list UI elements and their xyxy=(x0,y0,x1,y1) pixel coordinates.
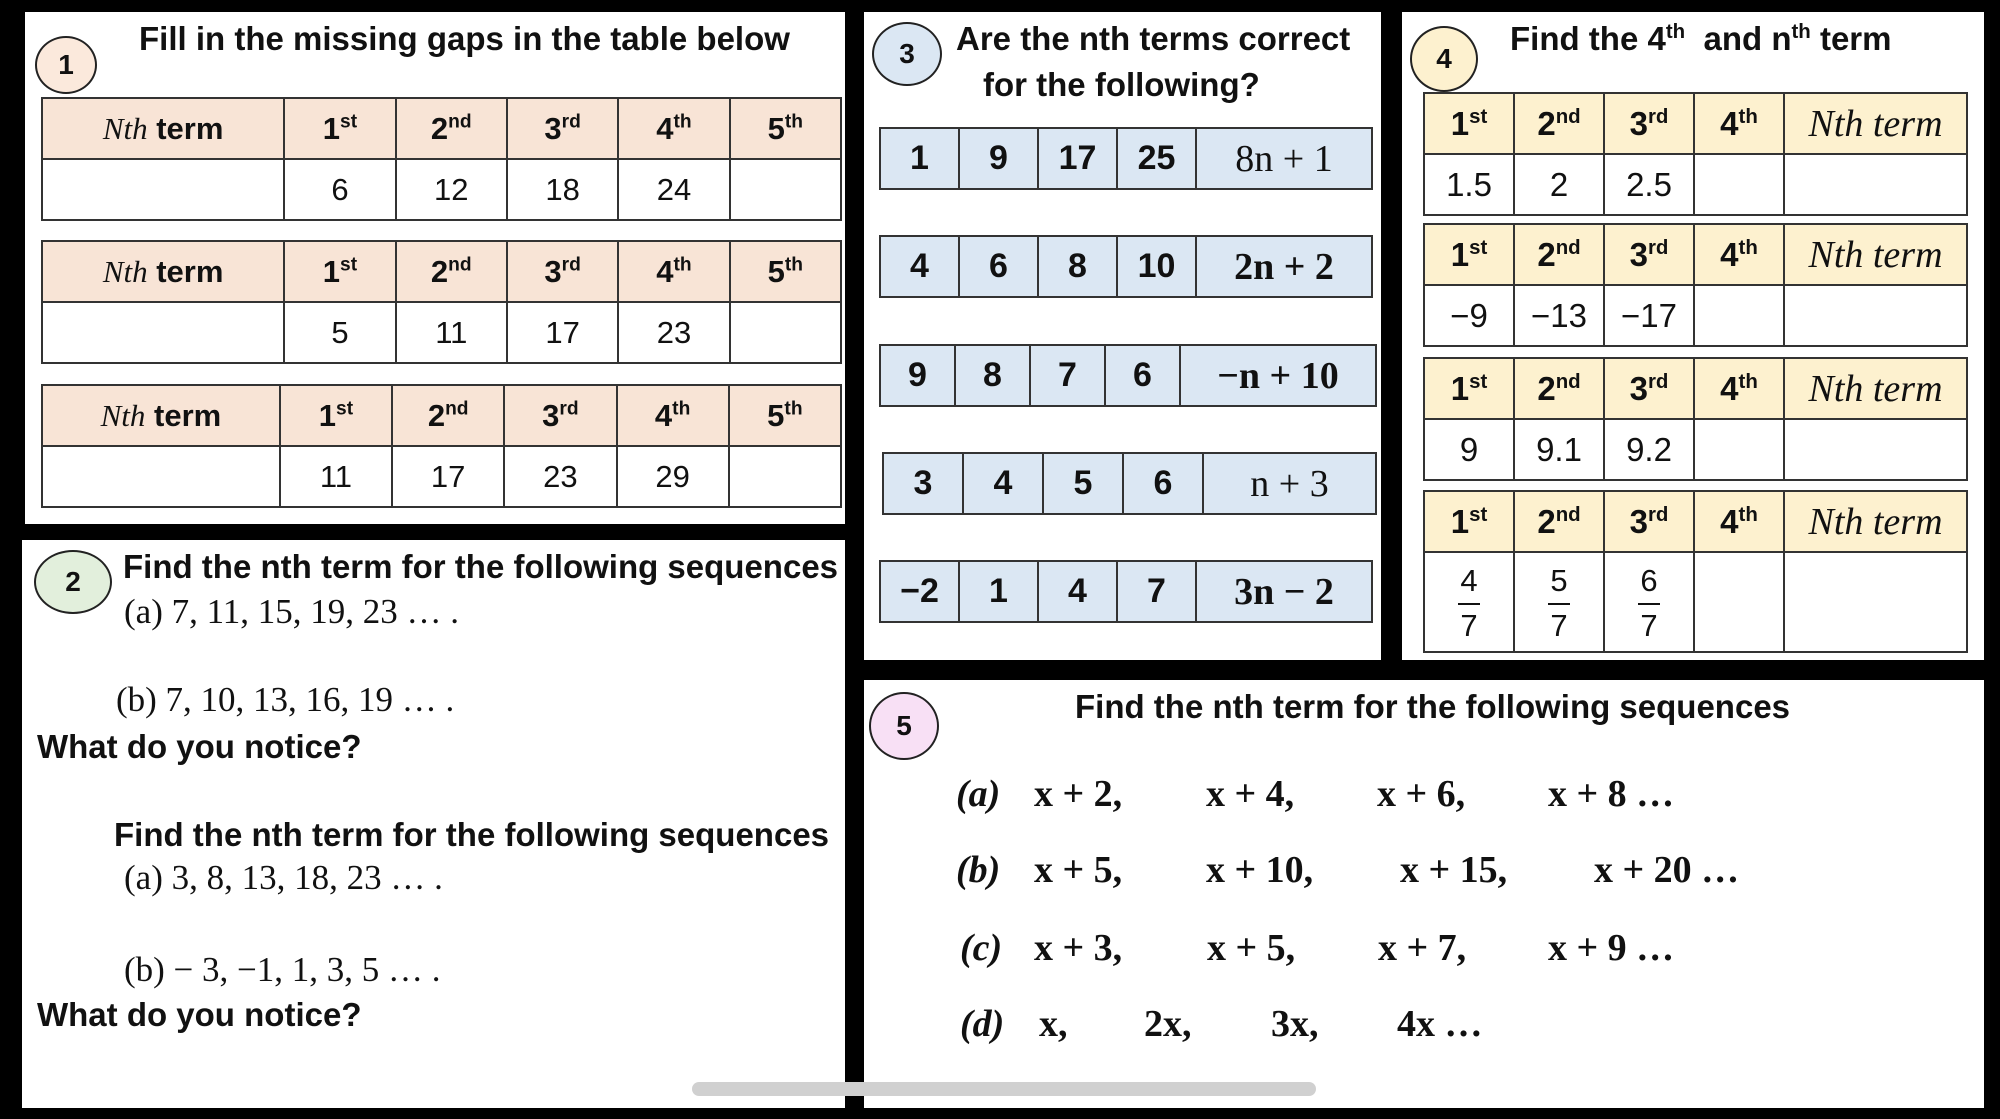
q1-table-1-header-label: Nth term xyxy=(42,98,284,159)
sequence-term: x + 6, xyxy=(1377,773,1466,815)
question-1-panel xyxy=(25,12,845,524)
table-cell: 7 xyxy=(1030,345,1105,406)
q3-row-3-expression: −n + 10 xyxy=(1180,345,1376,406)
q1-header-2nd: 2nd xyxy=(396,98,507,159)
q4-header-4th: 4th xyxy=(1694,358,1784,419)
question-2-title: Find the nth term for the following sequences xyxy=(123,548,839,585)
q4-table-1-nth-answer-cell[interactable] xyxy=(1784,154,1967,215)
question-4-number: 4 xyxy=(1436,43,1452,74)
sequence-term: 2x, xyxy=(1144,1003,1192,1045)
q1-header-4th: 4th xyxy=(618,98,729,159)
q1-table-2-header-label: Nth term xyxy=(42,241,284,302)
q1-table-2 xyxy=(41,240,842,364)
table-cell: 9.1 xyxy=(1514,419,1604,480)
q1-header-2nd: 2nd xyxy=(396,241,507,302)
table-cell: 24 xyxy=(618,159,729,220)
q1-header-1st: 1st xyxy=(280,385,392,446)
q3-row-1 xyxy=(879,127,1373,190)
question-2-number: 2 xyxy=(65,566,81,597)
sequence-term: x + 4, xyxy=(1206,773,1295,815)
q4-table-1-4th-answer-cell[interactable] xyxy=(1694,154,1784,215)
q4-table-4-nth-answer-cell[interactable] xyxy=(1784,552,1967,652)
question-2-number-badge xyxy=(34,550,112,614)
question-2-panel xyxy=(22,540,845,1108)
question-2-notice-prompt: What do you notice? xyxy=(37,728,362,765)
q1-table-2-5th-answer-cell[interactable] xyxy=(730,302,841,363)
q4-header-nth-term: Nth term xyxy=(1784,491,1967,552)
q3-row-2-expression: 2n + 2 xyxy=(1196,236,1372,297)
question-5-panel xyxy=(864,680,1984,1108)
q3-row-2 xyxy=(879,235,1373,298)
table-cell: −13 xyxy=(1514,285,1604,346)
q1-table-3 xyxy=(41,384,842,508)
table-cell: 23 xyxy=(618,302,729,363)
question-2-sequence-c: (a) 3, 8, 13, 18, 23 … . xyxy=(124,858,443,897)
question-5-number-badge xyxy=(869,692,939,760)
q4-header-3rd: 3rd xyxy=(1604,93,1694,154)
table-cell: 25 xyxy=(1117,128,1196,189)
q3-row-1-expression: 8n + 1 xyxy=(1196,128,1372,189)
q1-table-1-nth-answer-cell[interactable] xyxy=(42,159,284,220)
q1-header-3rd: 3rd xyxy=(504,385,616,446)
question-4-title: Find the 4th and $n^{th}$ term xyxy=(1510,20,1892,57)
q4-header-nth-term: Nth term xyxy=(1784,224,1967,285)
table-cell: −9 xyxy=(1424,285,1514,346)
table-cell: 10 xyxy=(1117,236,1196,297)
table-cell: 29 xyxy=(617,446,729,507)
question-1-title: Fill in the missing gaps in the table below xyxy=(139,20,790,57)
q4-table-1 xyxy=(1423,92,1968,216)
q1-header-3rd: 3rd xyxy=(507,241,618,302)
q3-row-4-expression: n + 3 xyxy=(1203,453,1376,514)
question-3-panel xyxy=(864,12,1381,660)
q4-table-2 xyxy=(1423,223,1968,347)
q1-header-5th: 5th xyxy=(730,241,841,302)
q4-header-3rd: 3rd xyxy=(1604,224,1694,285)
question-2-subtitle: Find the nth term for the following sequences xyxy=(114,816,830,853)
q4-header-2nd: 2nd xyxy=(1514,93,1604,154)
q4-header-4th: 4th xyxy=(1694,93,1784,154)
q1-table-1 xyxy=(41,97,842,221)
q1-table-3-nth-answer-cell[interactable] xyxy=(42,446,280,507)
q1-table-3-5th-answer-cell[interactable] xyxy=(729,446,841,507)
table-cell: 3 xyxy=(883,453,963,514)
q4-header-4th: 4th xyxy=(1694,491,1784,552)
fraction-cell: $\frac{5}{7}$ xyxy=(1514,552,1604,652)
table-cell: −2 xyxy=(880,561,959,622)
question-3-number: 3 xyxy=(899,38,915,69)
q1-table-2-nth-answer-cell[interactable] xyxy=(42,302,284,363)
sequence-term: x + 2, xyxy=(1034,773,1123,815)
table-cell: 5 xyxy=(1043,453,1123,514)
q4-table-3-nth-answer-cell[interactable] xyxy=(1784,419,1967,480)
table-cell: 6 xyxy=(1123,453,1203,514)
question-1-number: 1 xyxy=(58,49,74,80)
q1-header-1st: 1st xyxy=(284,241,395,302)
sequence-term: 4x … xyxy=(1397,1003,1483,1045)
question-5-title: Find the nth term for the following sequences xyxy=(1075,688,1791,725)
question-3-title-line-1: Are the nth terms correct xyxy=(956,20,1351,57)
table-cell: 9.2 xyxy=(1604,419,1694,480)
q1-table-3-header-label: Nth term xyxy=(42,385,280,446)
q4-header-1st: 1st xyxy=(1424,224,1514,285)
table-cell: 1 xyxy=(959,561,1038,622)
q5-row-d-label: (d) xyxy=(960,1003,1005,1045)
q3-row-5-expression: 3n − 2 xyxy=(1196,561,1372,622)
table-cell: 6 xyxy=(1105,345,1180,406)
sequence-term: x + 5, xyxy=(1207,927,1296,969)
q4-table-2-4th-answer-cell[interactable] xyxy=(1694,285,1784,346)
sequence-term: x, xyxy=(1039,1003,1068,1045)
q1-header-2nd: 2nd xyxy=(392,385,504,446)
q4-table-4 xyxy=(1423,490,1968,653)
question-4-number-badge xyxy=(1410,26,1478,92)
q4-header-nth-term: Nth term xyxy=(1784,358,1967,419)
q4-table-4-4th-answer-cell[interactable] xyxy=(1694,552,1784,652)
q4-header-2nd: 2nd xyxy=(1514,224,1604,285)
q1-header-1st: 1st xyxy=(284,98,395,159)
table-cell: 7 xyxy=(1117,561,1196,622)
sequence-term: 3x, xyxy=(1271,1003,1319,1045)
q3-row-4 xyxy=(882,452,1377,515)
table-cell: 9 xyxy=(1424,419,1514,480)
table-cell: 12 xyxy=(396,159,507,220)
q4-table-3 xyxy=(1423,357,1968,481)
fraction-cell: $\frac{6}{7}$ xyxy=(1604,552,1694,652)
q4-header-4th: 4th xyxy=(1694,224,1784,285)
q4-header-2nd: 2nd xyxy=(1514,491,1604,552)
sequence-term: x + 15, xyxy=(1400,849,1508,891)
q1-header-3rd: 3rd xyxy=(507,98,618,159)
q3-row-3 xyxy=(879,344,1377,407)
q4-header-1st: 1st xyxy=(1424,93,1514,154)
q5-row-a-label: (a) xyxy=(956,773,1001,815)
sequence-term: x + 10, xyxy=(1206,849,1314,891)
table-cell: 4 xyxy=(1038,561,1117,622)
q5-row-c-label: (c) xyxy=(960,927,1003,969)
q4-header-1st: 1st xyxy=(1424,491,1514,552)
sequence-term: x + 7, xyxy=(1378,927,1467,969)
table-cell: 5 xyxy=(284,302,395,363)
table-cell: −17 xyxy=(1604,285,1694,346)
sequence-term: x + 8 … xyxy=(1548,773,1675,815)
q5-row-b-label: (b) xyxy=(956,849,1001,891)
question-4-panel xyxy=(1402,12,1984,660)
table-cell: 9 xyxy=(959,128,1038,189)
sequence-term: x + 20 … xyxy=(1594,849,1740,891)
table-cell: 23 xyxy=(504,446,616,507)
sequence-term: x + 3, xyxy=(1034,927,1123,969)
question-2-notice-prompt-2: What do you notice? xyxy=(37,996,362,1033)
question-3-title-line-2: for the following? xyxy=(983,66,1260,103)
q1-header-4th: 4th xyxy=(618,241,729,302)
q4-header-3rd: 3rd xyxy=(1604,491,1694,552)
horizontal-scrollbar[interactable] xyxy=(692,1082,1316,1096)
table-cell: 6 xyxy=(284,159,395,220)
q1-table-1-5th-answer-cell[interactable] xyxy=(730,159,841,220)
q3-row-5 xyxy=(879,560,1373,623)
q1-header-5th: 5th xyxy=(730,98,841,159)
table-cell: 2.5 xyxy=(1604,154,1694,215)
table-cell: 1 xyxy=(880,128,959,189)
table-cell: 2 xyxy=(1514,154,1604,215)
q4-table-3-4th-answer-cell[interactable] xyxy=(1694,419,1784,480)
table-cell: 4 xyxy=(880,236,959,297)
table-cell: 6 xyxy=(959,236,1038,297)
table-cell: 17 xyxy=(507,302,618,363)
question-5-number: 5 xyxy=(896,710,912,741)
q4-header-1st: 1st xyxy=(1424,358,1514,419)
question-2-sequence-a: (a) 7, 11, 15, 19, 23 … . xyxy=(124,592,460,631)
table-cell: 8 xyxy=(1038,236,1117,297)
table-cell: 1.5 xyxy=(1424,154,1514,215)
q4-header-3rd: 3rd xyxy=(1604,358,1694,419)
fraction-cell: $\frac{4}{7}$ xyxy=(1424,552,1514,652)
table-cell: 11 xyxy=(396,302,507,363)
q1-header-5th: 5th xyxy=(729,385,841,446)
q4-table-2-nth-answer-cell[interactable] xyxy=(1784,285,1967,346)
q1-header-4th: 4th xyxy=(617,385,729,446)
sequence-term: x + 9 … xyxy=(1548,927,1675,969)
q4-header-nth-term: Nth term xyxy=(1784,93,1967,154)
question-2-sequence-d: (b) − 3, −1, 1, 3, 5 … . xyxy=(124,950,441,989)
table-cell: 11 xyxy=(280,446,392,507)
table-cell: 17 xyxy=(392,446,504,507)
table-cell: 9 xyxy=(880,345,955,406)
table-cell: 18 xyxy=(507,159,618,220)
table-cell: 4 xyxy=(963,453,1043,514)
q4-header-2nd: 2nd xyxy=(1514,358,1604,419)
question-2-sequence-b: (b) 7, 10, 13, 16, 19 … . xyxy=(116,680,455,719)
sequence-term: x + 5, xyxy=(1034,849,1123,891)
question-3-number-badge xyxy=(872,22,942,86)
question-1-number-badge xyxy=(35,36,97,94)
table-cell: 8 xyxy=(955,345,1030,406)
table-cell: 17 xyxy=(1038,128,1117,189)
